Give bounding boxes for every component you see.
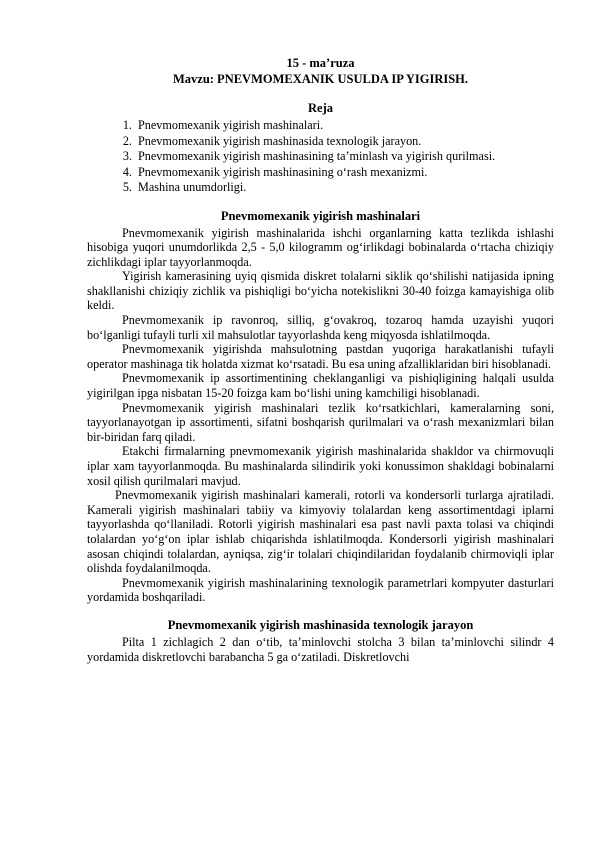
paragraph: Pnevmomexanik ip ravonroq, silliq, g‘ovakroq, tozaroq hamda uzayishi yuqori bo‘lganligi tufayli turli xil mahsulotlar tayyorlashda keng miqyosda ishlatilmoqda. <box>87 313 554 342</box>
paragraph: Pnevmomexanik yigirishda mahsulotning pastdan yuqoriga harakatlanishi tufayli operator mashinaga tik holatda xizmat ko‘rsatadi. Bu esa uning afzalliklaridan biri hisoblanadi. <box>87 342 554 371</box>
section-heading: Pnevmomexanik yigirish mashinasida texnologik jarayon <box>167 617 474 632</box>
paragraph: Etakchi firmalarning pnevmomexanik yigirish mashinalarida shakldor va chirmovuqli iplar xam tayyorlanmoqda. Bu mashinalarda silindirik yoki konussimon shakldagi bobinalarni xosil qilish qurilmalari mavjud. <box>87 444 554 488</box>
paragraph: Pnevmomexanik yigirish mashinalari tezlik ko‘rsatkichlari, kameralarning soni, tayyorlanayotgan ip assortimenti, sifatni boshqarish qurilmalari va o‘rash mexanizmlari bilan bir-biridan farq qiladi. <box>87 400 554 444</box>
paragraph: Pnevmomexanik ip assortimentining cheklanganligi va pishiqligining halqali usulda yigirilgan ipga nisbatan 15-20 foizga kam bo‘lishi uning kamchiligi hisoblanadi. <box>87 371 554 401</box>
paragraph: Pilta 1 zichlagich 2 dan o‘tib, ta’minlovchi stolcha 3 bilan ta’minlovchi silindr 4 yordamida diskretlovchi barabancha 5 ga o‘zatiladi. Diskretlovchi <box>87 634 554 664</box>
plan-item: 3. Pnevmomexanik yigirish mashinasining ta’minlash va yigirish qurilmasi. <box>135 149 554 165</box>
paragraph: Pnevmomexanik yigirish mashinalarida ishchi organlarning katta tezlikda ishlashi hisobiga yuqori unumdorlikda 2,5 - 5,0 kilogramm og‘irlikdagi bobinalarda o‘rtacha chiziqiy zichlikdagi iplar tayyorlanmoqda. <box>87 225 554 269</box>
plan-title: Reja <box>308 101 333 115</box>
plan-item: 1. Pnevmomexanik yigirish mashinalari. <box>135 118 554 134</box>
paragraph: Yigirish kamerasining uyiq qismida diskret tolalarni siklik qo‘shilishi natijasida ipning shakllanishi chiziqiy zichlik va pishiqligi bo‘yicha notekislikni 30-40 foizga kamayishiga olib keldi. <box>87 269 554 313</box>
plan-item: 2. Pnevmomexanik yigirish mashinasida texnologik jarayon. <box>135 134 554 150</box>
paragraph: Pnevmomexanik yigirish mashinalarining texnologik parametrlari kompyuter dasturlari yordamida boshqariladi. <box>87 575 554 605</box>
lecture-number: 15 - ma’ruza <box>286 56 355 70</box>
plan-list <box>87 118 554 196</box>
plan-item: 5. Mashina unumdorligi. <box>135 180 554 196</box>
lecture-topic: Mavzu: PNEVMOMEXANIK USULDA IP YIGIRISH. <box>172 72 469 86</box>
section-heading: Pnevmomexanik yigirish mashinalari <box>220 208 421 223</box>
paragraph: Pnevmomexanik yigirish mashinalari kamerali, rotorli va kondersorli turlarga ajratiladi. Kamerali yigirish mashinalari tabiiy va kimyoviy tolalardan keng assortimentdagi iplarni tayyorlashda qo‘llaniladi. Rotorli yigirish mashinalari esa past navli paxta tolasi va chiqindi tolalardan yo‘g‘on iplar ishlab chiqarishda ishlatilmoqda. Kondersorli yigirish mashinalari asosan chiqindi tolalardan, ayniqsa, zig‘ir tolalari chiqindilaridan foydalanib chirmoviqli iplar olishda foydalanilmoqda. <box>87 488 554 576</box>
plan-item: 4. Pnevmomexanik yigirish mashinasining o‘rash mexanizmi. <box>135 165 554 181</box>
document-page <box>87 56 554 664</box>
